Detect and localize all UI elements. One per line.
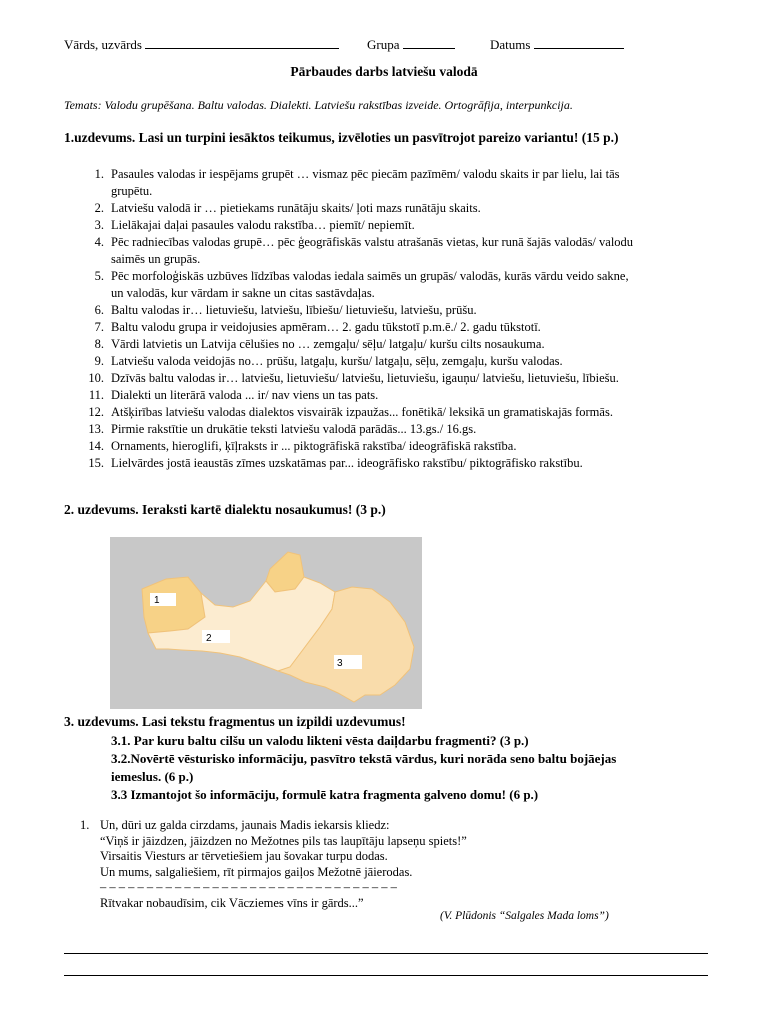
task1-item-number: 7.: [94, 320, 104, 334]
task1-item-number: 6.: [94, 303, 104, 317]
task1-item-text: Atšķirības latviešu valodas dialektos visvairāk izpaužas... fonētikā/ leksikā un gramatiskajās formās.: [111, 405, 613, 419]
task1-item-number: 4.: [94, 235, 104, 249]
date-field[interactable]: [490, 36, 624, 53]
fragment-line: Un mums, salgaliešiem, rīt pirmajos gaiļos Mežotnē jāierodas.: [100, 864, 413, 879]
map-label-2: 2: [206, 633, 212, 644]
task1-item: [80, 370, 720, 387]
group-label: Grupa: [367, 37, 400, 52]
task1-item-text: Pirmie rakstītie un drukātie teksti latviešu valodā parādās... 13.gs./ 16.gs.: [111, 422, 477, 436]
task1-item-number: 8.: [94, 337, 104, 351]
task1-item-number: 11.: [88, 388, 104, 402]
task1-item-number: 9.: [94, 354, 104, 368]
task1-item-text: Baltu valodu grupa ir veidojusies apmēram… 2. gadu tūkstotī p.m.ē./ 2. gadu tūkstotī.: [111, 320, 541, 334]
fragment-line: “Viņš ir jāizdzen, jāizdzen no Mežotnes pils tas laupītāju lapseņu spiets!”: [100, 833, 467, 848]
task1-item-text: Latviešu valodā ir … pietiekams runātāju skaits/ ļoti mazs runātāju skaits.: [111, 201, 481, 215]
task3-subtasks: [111, 732, 711, 804]
task1-item-text: Baltu valodas ir… lietuviešu, latviešu, lībiešu/ lietuviešu, latviešu, prūšu.: [111, 303, 477, 317]
topics-line: Temats: Valodu grupēšana. Baltu valodas. Dialekti. Latviešu rakstības izveide. Ortogrāfija, interpunkcija.: [64, 98, 573, 112]
page-title: Pārbaudes darbs latviešu valodā: [290, 64, 478, 79]
map-label-1: 1: [154, 595, 160, 606]
task1-item: [80, 217, 720, 234]
task1-item-number: 15.: [88, 456, 104, 470]
fragment-lines: [100, 818, 467, 911]
task1-item-text: Dialekti un literārā valoda ... ir/ nav viens un tas pats.: [111, 388, 379, 402]
task1-item-text: Lielvārdes jostā ieaustās zīmes uzskatāmas par... ideogrāfisko rakstību/ piktogrāfisko rakstību.: [111, 456, 583, 470]
task1-item-number: 12.: [88, 405, 104, 419]
map-label-3: 3: [337, 658, 343, 669]
fragment-number: 1.: [80, 818, 90, 832]
group-blank: [403, 36, 455, 49]
task1-item: [80, 234, 720, 268]
task3-sub3: 3.3 Izmantojot šo informāciju, formulē katra fragmenta galveno domu! (6 p.): [111, 787, 539, 802]
task1-item: [80, 166, 720, 200]
fragment-line: Un, dūri uz galda cirzdams, jaunais Madis iekarsis kliedz:: [100, 818, 390, 832]
answer-line-2[interactable]: [64, 975, 708, 976]
name-field[interactable]: [64, 36, 339, 53]
task1-item: [80, 336, 720, 353]
task1-item-text: Dzīvās baltu valodas ir… latviešu, lietuviešu/ latviešu, lietuviešu, igauņu/ latviešu, lietuviešu, lībiešu.: [111, 371, 619, 385]
task1-item-text: Ornaments, hieroglifi, ķīļraksts ir ... piktogrāfiskā rakstība/ ideogrāfiskā rakstība.: [111, 439, 517, 453]
task1-item-text: Pasaules valodas ir iespējams grupēt … vismaz pēc piecām pazīmēm/ valodu skaits ir par lielu, lai tās: [111, 167, 620, 181]
task1-item-number: 10.: [88, 371, 104, 385]
task1-item-number: 1.: [94, 167, 104, 181]
task1-item: [80, 319, 720, 336]
task1-item: [80, 353, 720, 370]
task1-item-text: Latviešu valoda veidojās no… prūšu, latgaļu, kuršu/ latgaļu, sēļu, zemgaļu, kuršu valodas.: [111, 354, 563, 368]
task1-item: [80, 421, 720, 438]
name-blank: [145, 36, 339, 49]
task1-item: [80, 268, 720, 302]
task1-item: [80, 455, 720, 472]
task1-item-text: Pēc morfoloģiskās uzbūves līdzības valodas iedala saimēs un grupās/ valodās, kurās vārdu veido sakne,: [111, 269, 629, 283]
date-label: Datums: [490, 37, 531, 52]
task2-heading: 2. uzdevums. Ieraksti kartē dialektu nosaukumus! (3 p.): [64, 502, 386, 517]
fragment-line: Virsaitis Viesturs ar tērvetiešiem jau šovakar turpu dodas.: [100, 849, 388, 863]
task1-item-text: saimēs un grupās.: [111, 252, 201, 266]
date-blank: [534, 36, 624, 49]
fragment-line: Rītvakar nobaudīsim, cik Vācziemes vīns ir gārds...”: [100, 895, 364, 910]
task3-sub2-line2: iemeslus. (6 p.): [111, 769, 194, 784]
task1-item-number: 5.: [94, 269, 104, 283]
task1-item: [80, 387, 720, 404]
task3-sub1: 3.1. Par kuru baltu cilšu un valodu likteni vēsta daiļdarbu fragmenti? (3 p.): [111, 733, 529, 748]
fragment-line: – – – – – – – – – – – – – – – – – – – – – – – – – – – – – – – –: [100, 880, 397, 894]
task1-item-number: 14.: [88, 439, 104, 453]
task3-sub2-line1: 3.2.Novērtē vēsturisko informāciju, pasvītro tekstā vārdus, kuri norāda seno baltu bojāejas: [111, 751, 617, 766]
name-label: Vārds, uzvārds: [64, 37, 142, 52]
group-field[interactable]: [367, 36, 455, 53]
task1-item: [80, 302, 720, 319]
task1-list: [80, 166, 720, 472]
task3-heading: 3. uzdevums. Lasi tekstu fragmentus un izpildi uzdevumus!: [64, 714, 406, 729]
dialect-map: [110, 537, 422, 709]
task1-item-text: un valodās, kur vārdam ir sakne un citas sastāvdaļas.: [111, 286, 375, 300]
answer-line-1[interactable]: [64, 953, 708, 954]
task1-item: [80, 404, 720, 421]
task1-item-number: 2.: [94, 201, 104, 215]
task1-heading: 1.uzdevums. Lasi un turpini iesāktos teikumus, izvēloties un pasvītrojot pareizo variantu! (15 p.): [64, 130, 619, 145]
task1-item: [80, 438, 720, 455]
task1-item-number: 13.: [88, 422, 104, 436]
task1-item-number: 3.: [94, 218, 104, 232]
fragment-attribution: (V. Plūdonis “Salgales Mada loms”): [440, 910, 609, 922]
task1-item-text: Pēc radniecības valodas grupē… pēc ģeogrāfiskās valstu atrašanās vietas, kur runā šajās valodās/ valodu: [111, 235, 634, 249]
task1-item-text: grupētu.: [111, 184, 153, 198]
task1-item-text: Vārdi latvietis un Latvija cēlušies no … zemgaļu/ sēļu/ latgaļu/ kuršu cilts nosaukuma.: [111, 337, 545, 351]
latvia-map-svg: [110, 537, 422, 709]
task1-item-text: Lielākajai daļai pasaules valodu rakstība… piemīt/ nepiemīt.: [111, 218, 415, 232]
task1-item: [80, 200, 720, 217]
